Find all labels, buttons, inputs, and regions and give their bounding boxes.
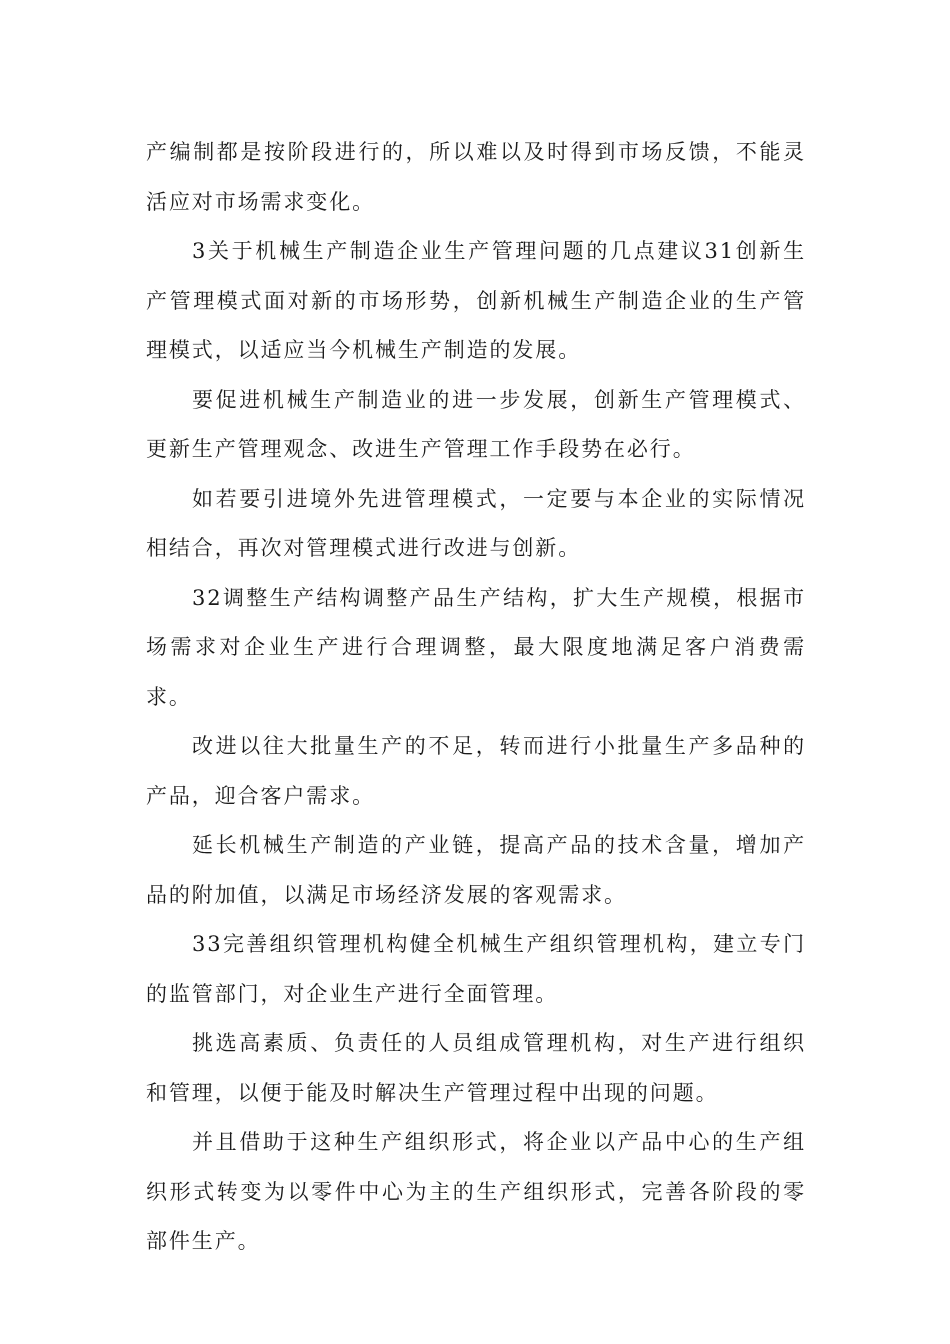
paragraph-10: 并且借助于这种生产组织形式，将企业以产品中心的生产组织形式转变为以零件中心为主的生产组织形式，完善各阶段的零部件生产。 [146, 1130, 806, 1253]
paragraph-6: 改进以往大批量生产的不足，转而进行小批量生产多品种的产品，迎合客户需求。 [146, 734, 806, 808]
paragraph-8: 33完善组织管理机构健全机械生产组织管理机构，建立专门的监管部门，对企业生产进行全面管理。 [146, 932, 806, 1006]
paragraph-7: 延长机械生产制造的产业链，提高产品的技术含量，增加产品的附加值，以满足市场经济发展的客观需求。 [146, 833, 806, 907]
paragraph-1: 产编制都是按阶段进行的，所以难以及时得到市场反馈，不能灵活应对市场需求变化。 [146, 140, 806, 214]
paragraph-9: 挑选高素质、负责任的人员组成管理机构，对生产进行组织和管理，以便于能及时解决生产管理过程中出现的问题。 [146, 1031, 806, 1105]
paragraph-4: 如若要引进境外先进管理模式，一定要与本企业的实际情况相结合，再次对管理模式进行改进与创新。 [146, 486, 806, 560]
paragraph-2: 3关于机械生产制造企业生产管理问题的几点建议31创新生产管理模式面对新的市场形势，创新机械生产制造企业的生产管理模式，以适应当今机械生产制造的发展。 [146, 239, 806, 362]
document-body [146, 128, 806, 1267]
paragraph-5: 32调整生产结构调整产品生产结构，扩大生产规模，根据市场需求对企业生产进行合理调整，最大限度地满足客户消费需求。 [146, 585, 806, 709]
paragraph-3: 要促进机械生产制造业的进一步发展，创新生产管理模式、更新生产管理观念、改进生产管理工作手段势在必行。 [146, 387, 806, 461]
